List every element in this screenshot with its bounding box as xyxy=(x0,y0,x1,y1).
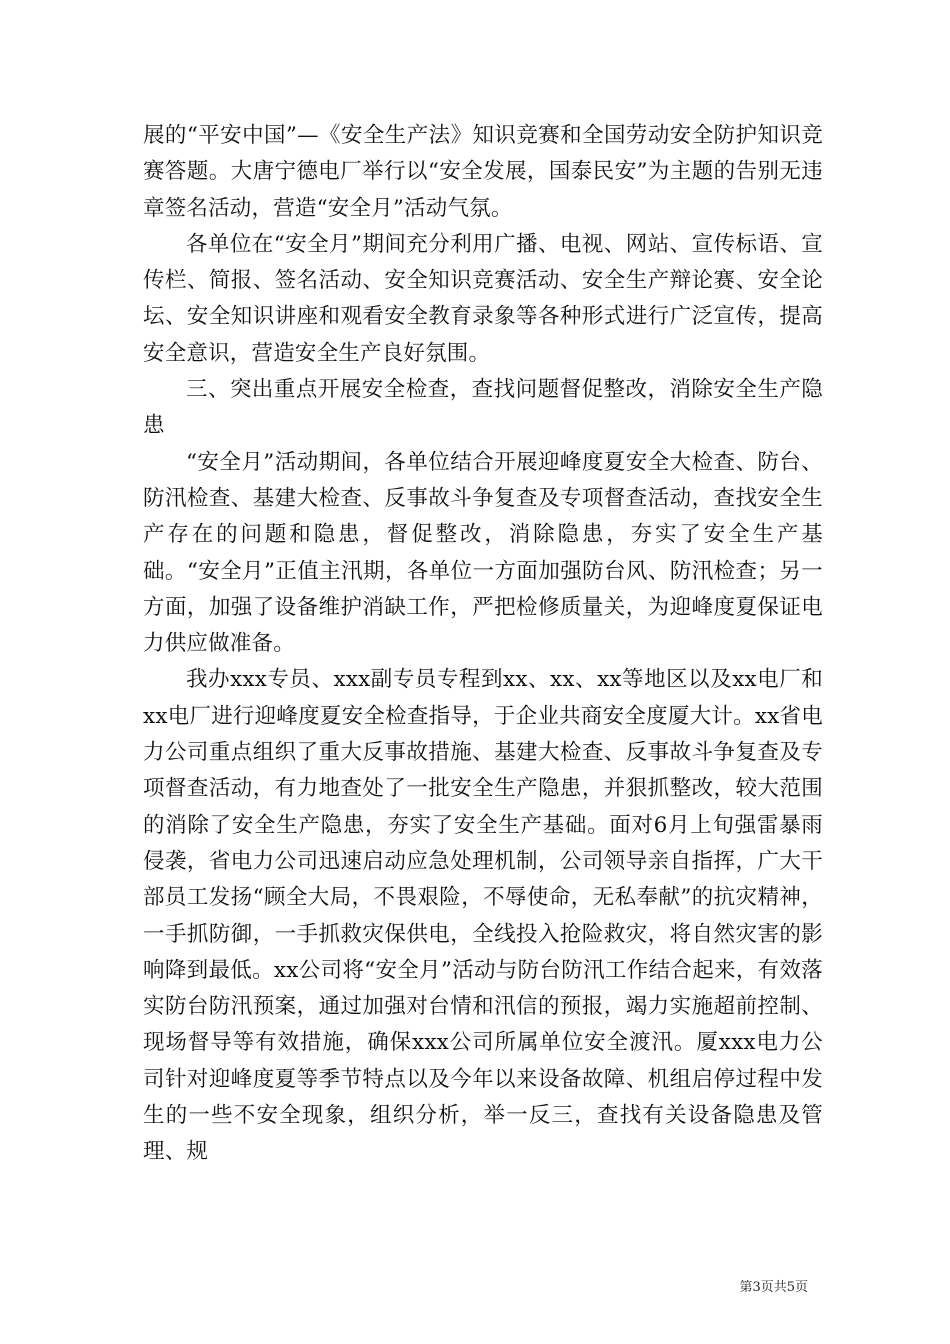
paragraph-inspection: “安全月”活动期间，各单位结合开展迎峰度夏安全大检查、防台、防汛检查、基建大检查、反事故斗争复查及专项督查活动，查找安全生产存在的问题和隐患，督促整改，消除隐患，夯实了安全生产基础。“安全月”正值主汛期，各单位一方面加强防台风、防汛检查；另一方面，加强了设备维护消缺工作，严把检修质量关，为迎峰度夏保证电力供应做准备。 xyxy=(143,449,823,657)
document-body xyxy=(143,118,823,1171)
paragraph-office-guidance: 我办xxx专员、xxx副专员专程到xx、xx、xx等地区以及xx电厂和xx电厂进行迎峰度夏安全检查指导，于企业共商安全度厦大计。xx省电力公司重点组织了重大反事故措施、基建大检查、反事故斗争复查及专项督查活动，有力地查处了一批安全生产隐患，并狠抓整改，较大范围的消除了安全生产隐患，夯实了安全生产基础。面对6月上旬强雷暴雨侵袭，省电力公司迅速启动应急处理机制，公司领导亲自指挥，广大干部员工发扬“顾全大局，不畏艰险，不辱使命，无私奉献”的抗灾精神，一手抓防御，一手抓救灾保供电，全线投入抢险救灾，将自然灾害的影响降到最低。xx公司将“安全月”活动与防台防汛工作结合起来，有效落实防台防汛预案，通过加强对台情和汛信的预报，竭力实施超前控制、现场督导等有效措施，确保xxx公司所属单位安全渡汛。厦xxx电力公司针对迎峰度夏等季节特点以及今年以来设备故障、机组启停过程中发生的一些不安全现象，组织分析，举一反三，查找有关设备隐患及管理、规 xyxy=(143,667,823,1165)
paragraph-publicity: 各单位在“安全月”期间充分利用广播、电视、网站、宣传标语、宣传栏、简报、签名活动、安全知识竞赛活动、安全生产辩论赛、安全论坛、安全知识讲座和观看安全教育录象等各种形式进行广泛宣传，提高安全意识，营造安全生产良好氛围。 xyxy=(143,231,823,366)
section-heading-three: 三、突出重点开展安全检查，查找问题督促整改，消除安全生产隐患 xyxy=(143,377,823,439)
page-number-footer: 第3页共5页 xyxy=(739,1280,808,1295)
paragraph-continuation: 展的“平安中国”—《安全生产法》知识竞赛和全国劳动安全防护知识竞赛答题。大唐宁德电厂举行以“安全发展，国泰民安”为主题的告别无违章签名活动，营造“安全月”活动气氛。 xyxy=(143,123,823,221)
